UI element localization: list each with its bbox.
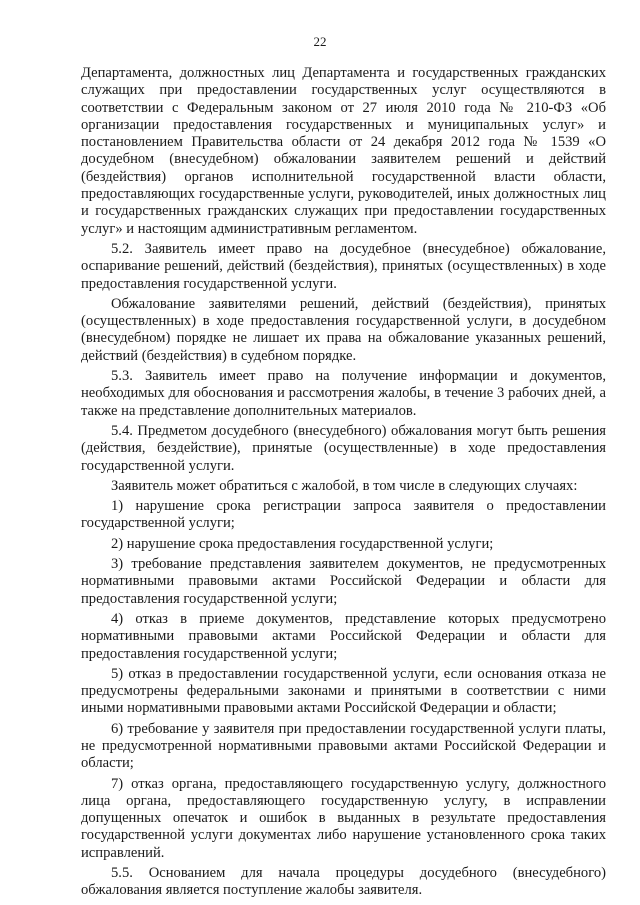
list-item-5: 5) отказ в предоставлении государственной услуги, если основания отказа не предусмотрены федеральными законами и принятыми в соответствии с ними иными нормативными правовыми актами Российской Федерации и области;	[81, 665, 606, 717]
page-number: 22	[313, 34, 327, 49]
list-item-3: 3) требование представления заявителем документов, не предусмотренных нормативными правовыми актами Российской Федерации и области для предоставления государственной услуги;	[81, 556, 606, 607]
paragraph-cases-intro: Заявитель может обратиться с жалобой, в том числе в следующих случаях:	[111, 477, 578, 494]
paragraph-appeal-rights: Обжалование заявителями решений, действий (бездействия), принятых (осуществленных) в ходе предоставления государственной услуги, в досудебном (внесудебном) порядке не лишает их права на обжалование указанных решений, действий (бездействия) в судебном порядке.	[81, 295, 606, 364]
paragraph-5-3: 5.3. Заявитель имеет право на получение информации и документов, необходимых для обоснования и рассмотрения жалобы, в течение 3 рабочих дней, а также на представление дополнительных материалов.	[81, 368, 606, 419]
paragraph-5-4: 5.4. Предметом досудебного (внесудебного) обжалования могут быть решения (действия, бездействие), принятые (осуществленные) в ходе предоставления государственной услуги.	[81, 422, 606, 474]
paragraph-5-5: 5.5. Основанием для начала процедуры досудебного (внесудебного) обжалования является поступление жалобы заявителя.	[81, 865, 606, 899]
list-item-6: 6) требование у заявителя при предоставлении государственной услуги платы, не предусмотренной нормативными правовыми актами Российской Федерации и области;	[81, 720, 606, 772]
paragraph-continuation: Департамента, должностных лиц Департамента и государственных гражданских служащих при предоставлении государственных услуг осуществляются в соответствии с Федеральным законом от 27 июля 2010 года № 210-ФЗ «Об организации предоставления государственных и муниципальных услуг» и постановлением Правительства области от 24 декабря 2012 года № 1539 «О досудебном (внесудебном) обжаловании заявителем решений и действий (бездействия) органов исполнительной государственной власти области, предоставляющих государственные услуги, руководителей, иных должностных лиц и государственных гражданских служащих при предоставлении государственных услуг» и настоящим административным регламентом.	[81, 65, 606, 237]
list-item-7: 7) отказ органа, предоставляющего государственную услугу, должностного лица органа, предоставляющего государственную услугу, в исправлении допущенных опечаток и ошибок в выданных в результате предоставления государственной услуги документах либо нарушение установленного срока таких исправлений.	[81, 775, 606, 861]
list-item-2: 2) нарушение срока предоставления государственной услуги;	[111, 535, 494, 552]
list-item-1: 1) нарушение срока регистрации запроса заявителя о предоставлении государственной услуги;	[81, 498, 606, 532]
document-body	[81, 65, 606, 903]
paragraph-5-2: 5.2. Заявитель имеет право на досудебное (внесудебное) обжалование, оспаривание решений, действий (бездействия), принятых (осуществленных) в ходе предоставления государственной услуги.	[81, 240, 606, 292]
list-item-4: 4) отказ в приеме документов, представление которых предусмотрено нормативными правовыми актами Российской Федерации и области для предоставления государственной услуги;	[81, 610, 606, 662]
